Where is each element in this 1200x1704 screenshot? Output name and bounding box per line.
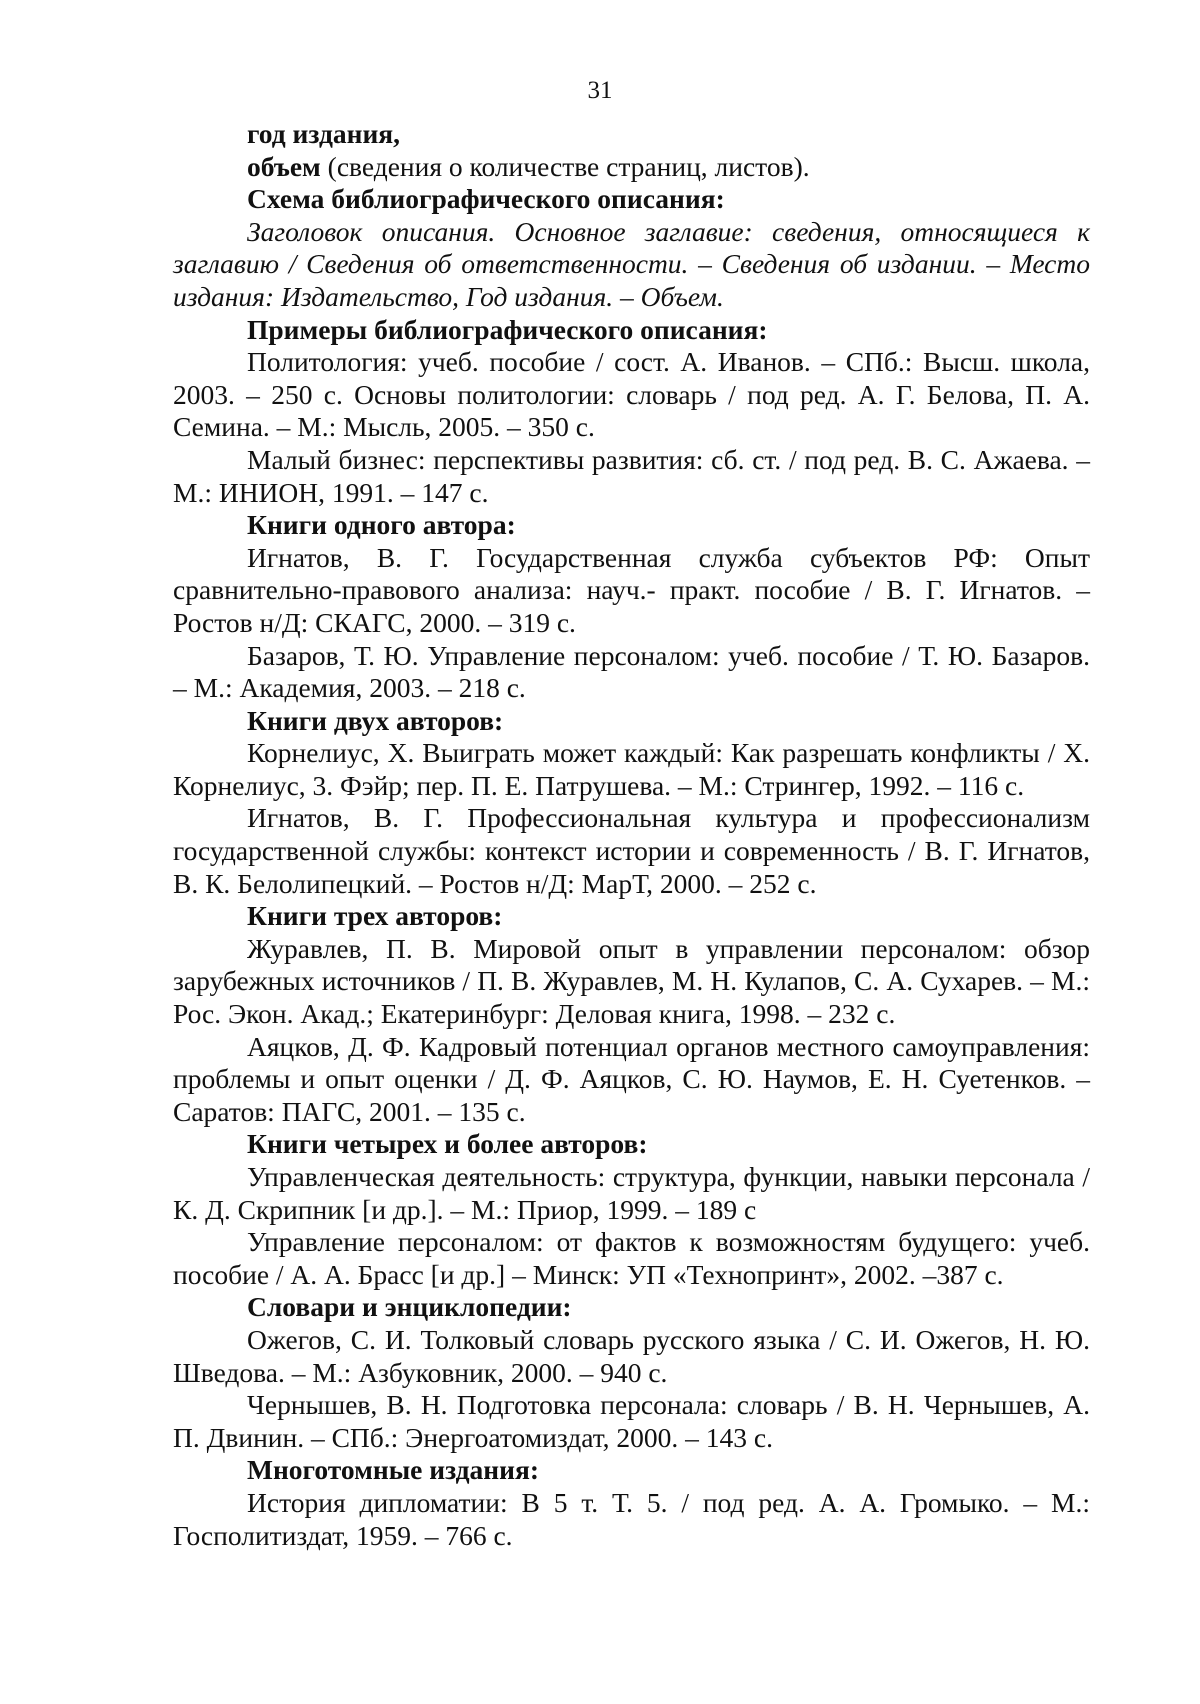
section-heading-multivolume: Многотомные издания: [247,1454,540,1486]
bibliography-entry: Игнатов, В. Г. Профессиональная культура и профессионализм государственной службы: контекст истории и современность / В. Г. Игнатов, В. К. Белолипецкий. – Ростов н/Д: МарТ, 2000. – 252 с. [173,802,1090,899]
intro-year-line [173,118,1090,151]
section-heading-scheme: Схема библиографического описания: [247,183,725,215]
section-heading-two-authors: Книги двух авторов: [247,704,504,736]
bibliography-entry: Политология: учеб. пособие / сост. А. Иванов. – СПб.: Высш. школа, 2003. – 250 с. Основы политологии: словарь / под ред. А. Г. Белова, П. А. Семина. – М.: Мысль, 2005. – 350 с. [173,346,1090,443]
bibliography-entry: Управление персоналом: от фактов к возможностям будущего: учеб. пособие / А. А. Брасс [и др.] – Минск: УП «Технопринт», 2002. –387 с. [173,1226,1090,1290]
volume-term: объем [247,150,321,182]
section-heading-dictionaries: Словари и энциклопедии: [247,1291,572,1323]
bibliography-entry: Аяцков, Д. Ф. Кадровый потенциал органов местного самоуправления: проблемы и опыт оценки / Д. Ф. Аяцков, С. Ю. Наумов, Е. Н. Суетенков. – Саратов: ПАГС, 2001. – 135 с. [173,1030,1090,1127]
bibliography-entry: Ожегов, С. И. Толковый словарь русского языка / С. И. Ожегов, Н. Ю. Шведова. – М.: Азбуковник, 2000. – 940 с. [173,1323,1090,1388]
page-number: 31 [587,77,613,104]
year-term: год издания, [247,118,401,149]
bibliography-entry: Чернышев, В. Н. Подготовка персонала: словарь / В. Н. Чернышев, А. П. Двинин. – СПб.: Энергоатомиздат, 2000. – 143 с. [173,1389,1090,1453]
document-body [173,118,1090,1552]
bibliography-entry: Малый бизнес: перспективы развития: сб. ст. / под ред. В. С. Ажаева. – М.: ИНИОН, 1991. – 147 с. [173,443,1090,508]
bibliography-entry: Управленческая деятельность: структура, функции, навыки персонала / К. Д. Скрипник [и др.]. – М.: Приор, 1999. – 189 с [173,1161,1090,1225]
bibliography-entry: Журавлев, П. В. Мировой опыт в управлении персоналом: обзор зарубежных источников / П. В. Журавлев, М. Н. Кулапов, С. А. Сухарев. – М.: Рос. Экон. Акад.; Екатеринбург: Деловая книга, 1998. – 232 с. [173,932,1090,1030]
intro-volume-line [173,151,1090,184]
bibliography-entry: Корнелиус, Х. Выиграть может каждый: Как разрешать конфликты / Х. Корнелиус, 3. Фэйр; пер. П. Е. Патрушева. – М.: Стрингер, 1992. – 116 с. [173,737,1090,801]
bibliography-entry: Игнатов, В. Г. Государственная служба субъектов РФ: Опыт сравнительно-правового анализа: науч.- практ. пособие / В. Г. Игнатов. – Ростов н/Д: СКАГС, 2000. – 319 с. [173,541,1090,638]
bibliography-entry: История дипломатии: В 5 т. Т. 5. / под ред. А. А. Громыко. – М.: Госполитиздат, 1959. – 766 с. [173,1486,1090,1551]
scheme-text: Заголовок описания. Основное заглавие: сведения, относящиеся к заглавию / Сведения об ответственности. – Сведения об издании. – Место издания: Издательство, Год издания. – Объем. [173,215,1090,312]
volume-description: (сведения о количестве страниц, листов). [320,150,810,182]
section-heading-four-authors: Книги четырех и более авторов: [247,1128,648,1160]
bibliography-entry: Базаров, Т. Ю. Управление персоналом: учеб. пособие / Т. Ю. Базаров. – М.: Академия, 2003. – 218 с. [173,639,1090,704]
section-heading-examples: Примеры библиографического описания: [247,313,768,345]
section-heading-three-authors: Книги трех авторов: [247,900,503,932]
section-heading-one-author: Книги одного автора: [247,509,516,541]
